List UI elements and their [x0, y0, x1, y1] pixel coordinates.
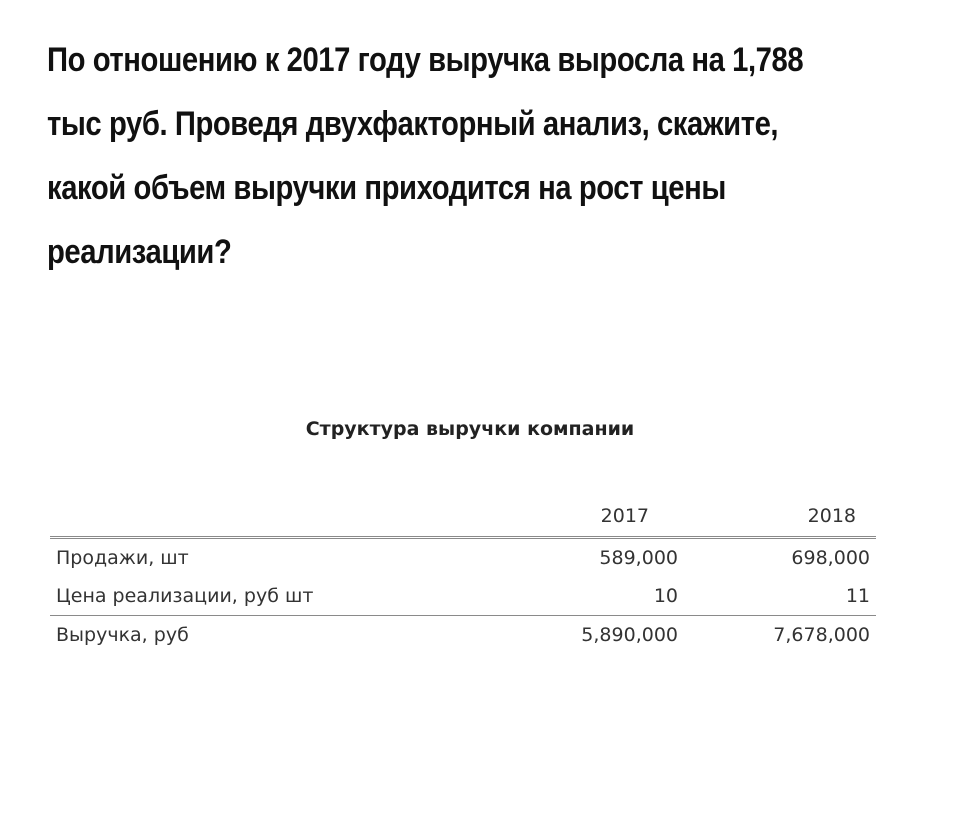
value-2018: 7,678,000 — [773, 624, 870, 646]
header-year-2018: 2018 — [684, 496, 876, 538]
header-year-2017: 2017 — [492, 496, 684, 538]
table-header-row — [50, 496, 876, 538]
row-label: Выручка, руб — [56, 624, 189, 646]
row-label: Цена реализации, руб шт — [50, 577, 492, 616]
table-row-revenue — [50, 616, 876, 655]
question-text: По отношению к 2017 году выручка выросла на 1,788 тыс руб. Проведя двухфакторный анализ, скажите, какой объем выручки приходится на рост цены реализации? — [47, 41, 804, 271]
value-2017: 10 — [492, 577, 684, 616]
table-row-sales — [50, 538, 876, 578]
table-title: Структура выручки компании — [305, 418, 635, 440]
row-label: Продажи, шт — [56, 547, 189, 569]
revenue-structure-table — [50, 496, 876, 654]
value-2017: 5,890,000 — [581, 624, 678, 646]
table-row-price — [50, 577, 876, 616]
value-2018: 698,000 — [791, 547, 870, 569]
value-2018: 11 — [684, 577, 876, 616]
header-label-cell — [50, 496, 492, 538]
value-2017: 589,000 — [599, 547, 678, 569]
